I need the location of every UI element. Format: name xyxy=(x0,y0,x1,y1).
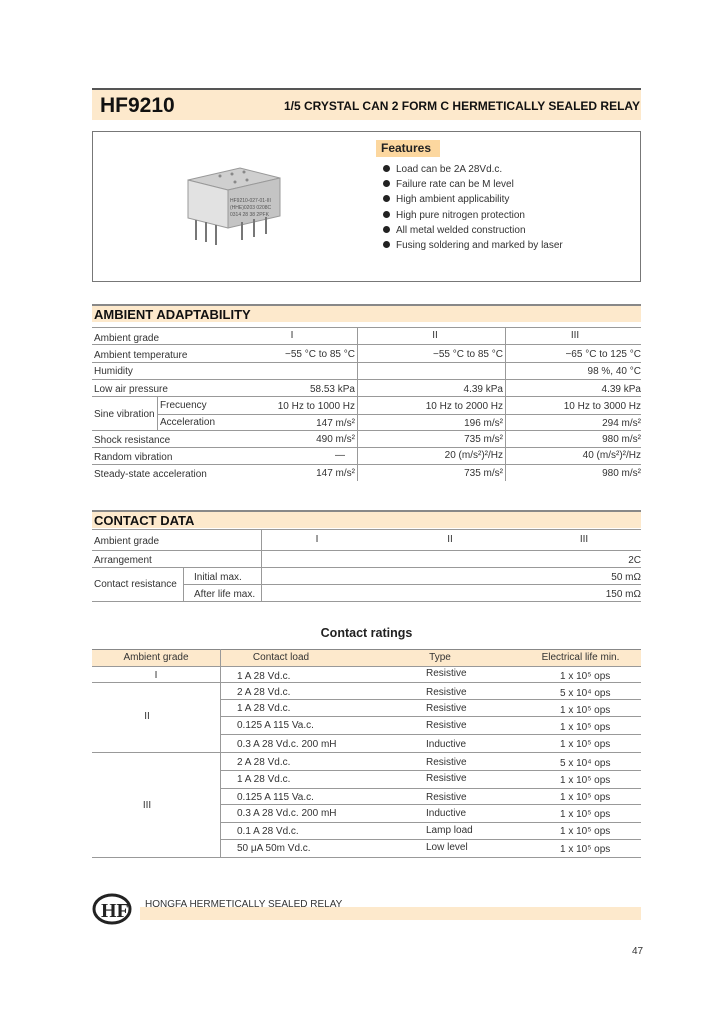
cell-value: 735 m/s² xyxy=(464,434,503,445)
initial-max-label: Initial max. xyxy=(194,572,242,583)
grade-header: II xyxy=(432,330,438,341)
column-header: Electrical life min. xyxy=(541,652,620,663)
after-life-value: 150 mΩ xyxy=(605,589,641,600)
type-cell: Resistive xyxy=(426,720,467,731)
hongfa-logo-icon xyxy=(92,893,138,925)
load-cell: 0.125 A 115 Va.c. xyxy=(237,792,314,803)
arrangement-label: Arrangement xyxy=(94,555,152,566)
bullet-icon xyxy=(383,211,390,218)
ambient-section-title: AMBIENT ADAPTABILITY xyxy=(92,304,641,322)
cell-value: −55 °C to 85 °C xyxy=(285,349,355,360)
cell-value: 196 m/s² xyxy=(464,418,503,429)
marking-line-2: (HHE)0203 0208C xyxy=(230,205,272,211)
type-cell: Resistive xyxy=(426,703,467,714)
cell-value: 294 m/s² xyxy=(602,418,641,429)
cell-value: −55 °C to 85 °C xyxy=(433,349,503,360)
grade-group: I xyxy=(154,670,158,681)
cell-value: 490 m/s² xyxy=(316,434,355,445)
grade-group: II xyxy=(144,711,150,722)
life-cell: 1 x 10⁵ ops xyxy=(560,705,611,716)
contact-section-title: CONTACT DATA xyxy=(92,510,641,528)
bullet-icon xyxy=(383,241,390,248)
life-cell: 1 x 10⁵ ops xyxy=(560,722,611,733)
cell-value: 147 m/s² xyxy=(316,418,355,429)
load-cell: 0.125 A 115 Va.c. xyxy=(237,720,314,731)
load-cell: 2 A 28 Vd.c. xyxy=(237,757,291,768)
load-cell: 1 A 28 Vd.c. xyxy=(237,774,291,785)
life-cell: 5 x 10⁴ ops xyxy=(560,688,611,699)
type-cell: Inductive xyxy=(426,808,467,819)
row-label: Steady-state acceleration xyxy=(94,469,207,480)
sub-label: Frecuency xyxy=(160,400,207,411)
cell-value: −65 °C to 125 °C xyxy=(565,349,641,360)
logo-text: HF xyxy=(101,900,129,922)
feature-item: All metal welded construction xyxy=(383,225,526,236)
load-cell: 0.3 A 28 Vd.c. 200 mH xyxy=(237,739,337,750)
cell-value: 147 m/s² xyxy=(316,468,355,479)
feature-item: Failure rate can be M level xyxy=(383,179,514,190)
type-cell: Low level xyxy=(426,842,468,853)
relay-photo xyxy=(180,160,290,250)
life-cell: 1 x 10⁵ ops xyxy=(560,775,611,786)
marking-line-1: HF9210-027-01-III xyxy=(230,198,271,204)
bullet-icon xyxy=(383,226,390,233)
ambient-grade-label: Ambient grade xyxy=(94,333,160,344)
grade-header: III xyxy=(570,330,580,341)
features-title: Features xyxy=(376,140,440,157)
type-cell: Resistive xyxy=(426,792,467,803)
contact-grade-label: Ambient grade xyxy=(94,536,160,547)
contact-resistance-label: Contact resistance xyxy=(94,579,177,590)
type-cell: Resistive xyxy=(426,757,467,768)
product-overview-box xyxy=(92,131,641,282)
model-number: HF9210 xyxy=(100,94,175,117)
column-header: Contact load xyxy=(252,652,310,663)
load-cell: 1 A 28 Vd.c. xyxy=(237,703,291,714)
column-header: Type xyxy=(429,652,451,663)
life-cell: 1 x 10⁵ ops xyxy=(560,844,611,855)
feature-item: High ambient applicability xyxy=(383,194,509,205)
cell-value: 40 (m/s²)²/Hz xyxy=(582,450,641,461)
column-header: Ambient grade xyxy=(123,652,189,663)
row-label: Sine vibration xyxy=(94,409,155,420)
grade-header: II xyxy=(447,534,453,545)
type-cell: Resistive xyxy=(426,668,467,679)
type-cell: Inductive xyxy=(426,739,467,750)
bullet-icon xyxy=(383,180,390,187)
cell-value: — xyxy=(335,450,345,461)
type-cell: Resistive xyxy=(426,687,467,698)
feature-item: Load can be 2A 28Vd.c. xyxy=(383,164,502,175)
contact-ratings-title: Contact ratings xyxy=(320,626,413,640)
cell-value: 98 %, 40 °C xyxy=(587,366,641,377)
life-cell: 1 x 10⁵ ops xyxy=(560,826,611,837)
life-cell: 1 x 10⁵ ops xyxy=(560,739,611,750)
type-cell: Resistive xyxy=(426,773,467,784)
initial-max-value: 50 mΩ xyxy=(611,572,641,583)
cell-value: 20 (m/s²)²/Hz xyxy=(444,450,503,461)
cell-value: 980 m/s² xyxy=(602,434,641,445)
cell-value: 10 Hz to 1000 Hz xyxy=(277,401,355,412)
cell-value: 10 Hz to 2000 Hz xyxy=(425,401,503,412)
arrangement-value: 2C xyxy=(628,555,641,566)
load-cell: 50 μA 50m Vd.c. xyxy=(237,843,311,854)
product-description: 1/5 CRYSTAL CAN 2 FORM C HERMETICALLY SEALED RELAY xyxy=(283,99,640,113)
title-bar xyxy=(92,88,641,120)
life-cell: 1 x 10⁵ ops xyxy=(560,809,611,820)
bullet-icon xyxy=(383,165,390,172)
grade-header: III xyxy=(579,534,589,545)
load-cell: 0.3 A 28 Vd.c. 200 mH xyxy=(237,808,337,819)
footer-brand: HONGFA HERMETICALLY SEALED RELAY xyxy=(145,899,343,910)
row-label: Ambient temperature xyxy=(94,350,188,361)
life-cell: 5 x 10⁴ ops xyxy=(560,758,611,769)
row-label: Random vibration xyxy=(94,452,173,463)
after-life-label: After life max. xyxy=(194,589,256,600)
type-cell: Lamp load xyxy=(426,825,473,836)
marking-line-3: 0314 28 38 2PFK xyxy=(230,212,269,218)
grade-group: III xyxy=(142,800,152,811)
cell-value: 4.39 kPa xyxy=(601,384,641,395)
feature-item: High pure nitrogen protection xyxy=(383,210,525,221)
row-label: Humidity xyxy=(94,366,133,377)
cell-value: 10 Hz to 3000 Hz xyxy=(563,401,641,412)
cell-value: 980 m/s² xyxy=(602,468,641,479)
cell-value: 4.39 kPa xyxy=(463,384,503,395)
life-cell: 1 x 10⁵ ops xyxy=(560,792,611,803)
load-cell: 0.1 A 28 Vd.c. xyxy=(237,826,299,837)
grade-header: I xyxy=(315,534,319,545)
cell-value: 58.53 kPa xyxy=(309,384,355,395)
row-label: Shock resistance xyxy=(94,435,171,446)
life-cell: 1 x 10⁵ ops xyxy=(560,671,611,682)
feature-item: Fusing soldering and marked by laser xyxy=(383,240,563,251)
bullet-icon xyxy=(383,195,390,202)
page-number: 47 xyxy=(632,946,644,957)
load-cell: 1 A 28 Vd.c. xyxy=(237,671,291,682)
sub-label: Acceleration xyxy=(160,417,216,428)
cell-value: 735 m/s² xyxy=(464,468,503,479)
grade-header: I xyxy=(290,330,294,341)
load-cell: 2 A 28 Vd.c. xyxy=(237,687,291,698)
row-label: Low air pressure xyxy=(94,384,168,395)
